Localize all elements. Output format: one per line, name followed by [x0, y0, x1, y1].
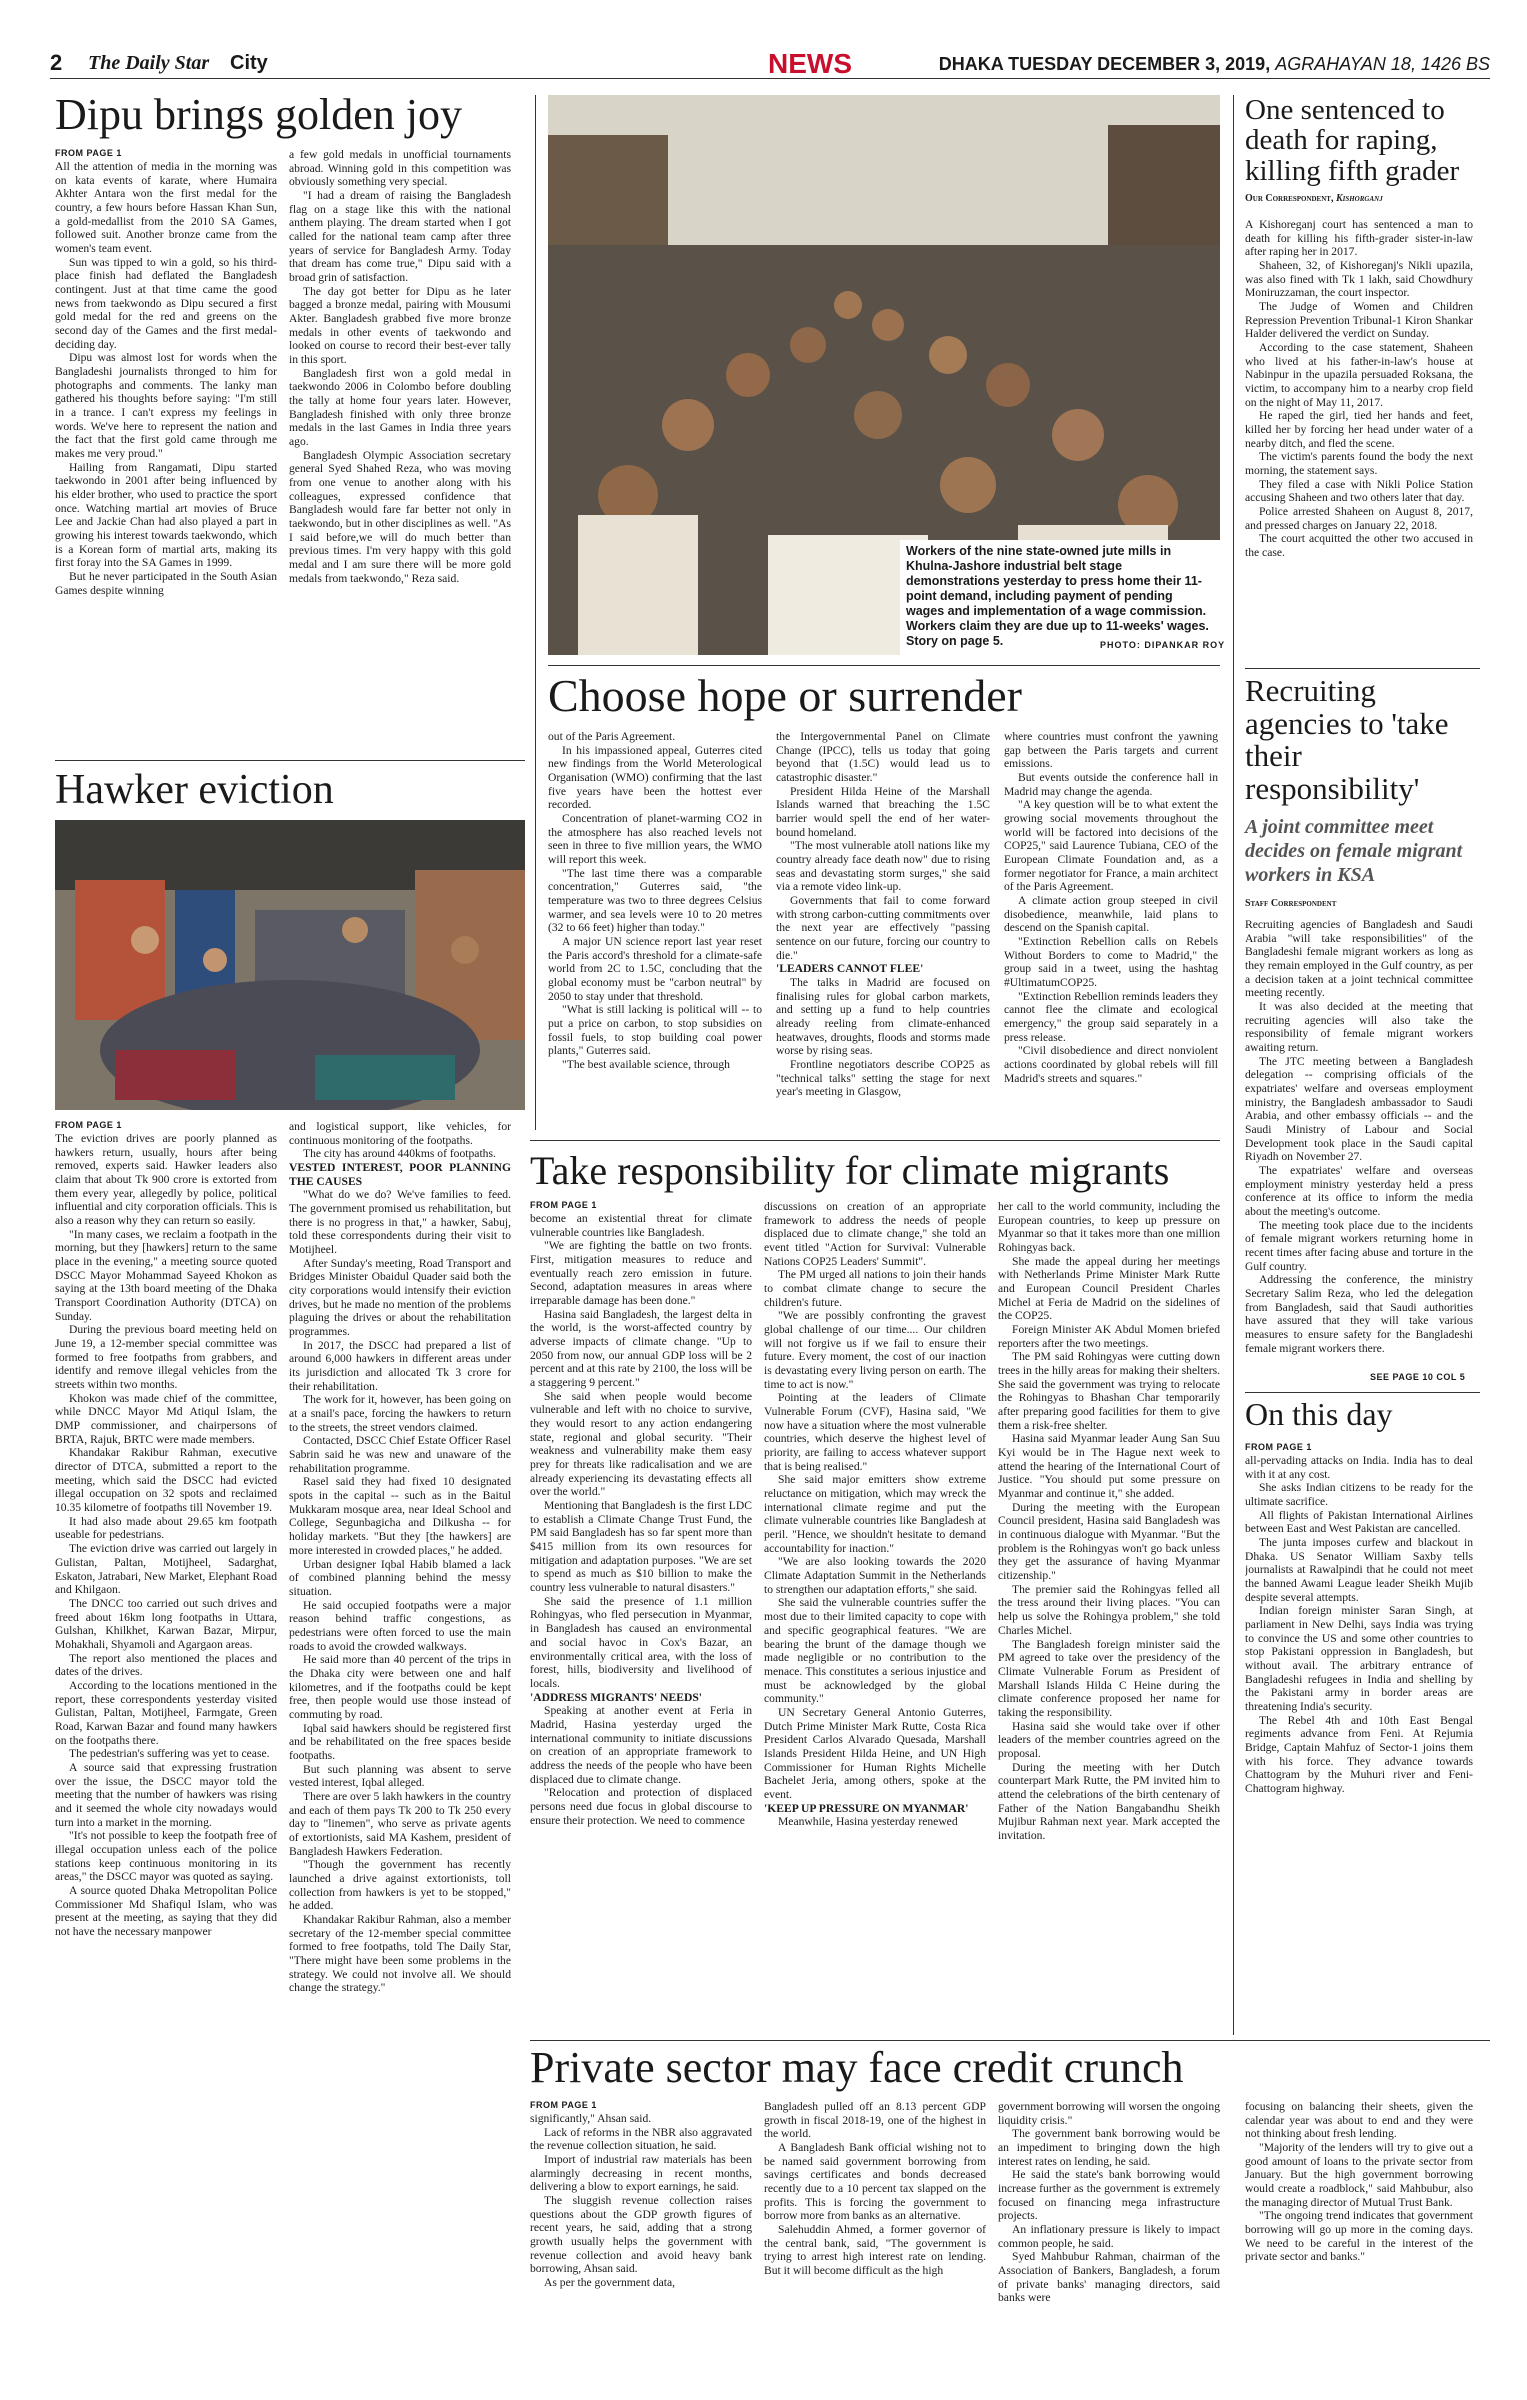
paragraph: He said more than 40 percent of the trips in the Dhaka city were between one and half kilometres, and if the footpaths could be kept free, then people would use those instead of commuting by road.: [289, 1653, 511, 1721]
paragraph: UN Secretary General Antonio Guterres, Dutch Prime Minister Mark Rutte, Costa Rica President Carlos Alvarado Quesada, Marshall Islands President Hilda Heine, and UN High Commissioner for Human Rights Michelle Bachelet Jeria, among others, spoke at the event.: [764, 1705, 986, 1801]
category-label: NEWS: [768, 48, 852, 79]
climate-kicker: FROM PAGE 1: [530, 1200, 597, 1210]
recruiting-deck: A joint committee meet decides on female migrant workers in KSA: [1245, 816, 1463, 886]
dipu-col2: [289, 148, 511, 753]
column-divider: [535, 95, 536, 1130]
paragraph: It was also decided at the meeting that recruiting agencies will also take the responsibility of female migrant workers awaiting return.: [1245, 1000, 1473, 1055]
paragraph: The eviction drives are poorly planned as hawkers return, usually, hours after being removed, experts said. Hawker leaders also claim that about Tk 900 crore is extorted from them every year, allegedly by police, political influential and city corporation officials. This is also a reason why they can return so easily.: [55, 1132, 277, 1228]
dipu-kicker: FROM PAGE 1: [55, 148, 122, 158]
sentenced-byline: Our Correspondent, Kishorganj: [1245, 193, 1383, 204]
paragraph: An inflationary pressure is likely to impact common people, he said.: [998, 2223, 1220, 2250]
paragraph: The premier said the Rohingyas felled all the tress around their living places. "You can help us solve the Rohingya problem," she told Charles Michel.: [998, 1582, 1220, 1637]
paragraph: There are over 5 lakh hawkers in the country and each of them pays Tk 200 to Tk 250 every day to "linemen", who serve as private agents of extortionists, said MA Kashem, president of Bangladesh Hawkers Federation.: [289, 1789, 511, 1858]
paragraph: "Civil disobedience and direct nonviolent actions coordinated by global rebels will fill Madrid's streets and squares.": [1004, 1044, 1218, 1085]
paragraph: "We are also looking towards the 2020 Climate Adaptation Summit in the Netherlands to strengthen our adaptation efforts," she said.: [764, 1555, 986, 1596]
credit-headline: Private sector may face credit crunch: [530, 2043, 1184, 2092]
paragraph: discussions on creation of an appropriate framework to address the needs of people displaced due to climate change," she told an event titled "Action for Survival: Vulnerable Nations COP25 Leaders' Summit".: [764, 1200, 986, 1268]
section-divider: [530, 2040, 1490, 2041]
paragraph: President Hilda Heine of the Marshall Islands warned that breaching the 1.5C barrier would spell the end of her water-bound homeland.: [776, 784, 990, 839]
paragraph: In 2017, the DSCC had prepared a list of around 6,000 hawkers in different areas under its jurisdiction and allocated Tk 3 crore for their rehabilitation.: [289, 1338, 511, 1393]
paragraph: After Sunday's meeting, Road Transport and Bridges Minister Obaidul Quader said both the city corporations would intensify their eviction drives, but he made no mention of the problems plaguing the drives or about the rehabilitation programmes.: [289, 1256, 511, 1339]
paragraph: "Though the government has recently launched a drive against extortionists, toll collection from hawkers is yet to be stopped," he added.: [289, 1858, 511, 1913]
paragraph: focusing on balancing their sheets, given the calendar year was about to end and they were not thinking about fresh lending.: [1245, 2100, 1473, 2141]
paragraph: The victim's parents found the body the next morning, the statement says.: [1245, 450, 1473, 478]
paragraph: In his impassioned appeal, Guterres cited new findings from the World Meterological Organisation (WMO) confirming that the last five years have been the hottest ever recorded.: [548, 743, 762, 812]
paragraph: "What is still lacking is political will -- to put a price on carbon, to stop subsidies on fossil fuels, to stop building coal power plants," Guterres said.: [548, 1003, 762, 1058]
sentenced-body: [1245, 218, 1473, 658]
paragraph: Urban designer Iqbal Habib blamed a lack of combined planning behind the messy situation.: [289, 1557, 511, 1598]
paragraph: Rasel said they had fixed 10 designated spots in the capital -- such as in the Baitul Mukkaram mosque area, near Ideal School and College, Segunbagicha and Dilkusha -- for holiday markets. "But they [the hawkers] are more interested in crowded places," he added.: [289, 1475, 511, 1557]
paragraph: all-pervading attacks on India. India has to deal with it at any cost.: [1245, 1454, 1473, 1481]
paragraph: Import of industrial raw materials has been alarmingly decreasing in recent months, delivering a blow to export earnings, he said.: [530, 2153, 752, 2194]
paragraph: Meanwhile, Hasina yesterday renewed: [778, 1815, 958, 1829]
paragraph: "The last time there was a comparable concentration," Guterres said, "the temperature was two to three degrees Celsius warmer, and sea levels were 10 to 20 metres (32 to 66 feet) higher than today.": [548, 866, 762, 935]
paragraph: Mentioning that Bangladesh is the first LDC to establish a Climate Change Trust Fund, the PM said Bangladesh has so far spent more than $415 million from its own resources for mitigation and adaptation purposes. "We are set to spend as much as $10 billion to make the country less vulnerable to natural disasters.": [530, 1499, 752, 1595]
paragraph: Governments that fail to come forward with strong carbon-cutting commitments over the next year are effectively "passing sentence on our future, forcing our country to die.": [776, 894, 990, 962]
paragraph: "Relocation and protection of displaced persons need due focus in global discourse to ensure their protection. We need to commence: [530, 1786, 752, 1827]
paragraph: The day got better for Dipu as he later bagged a bronze medal, pairing with Mousumi Akter. Bangladesh grabbed five more bronze medals in other events of taekwondo and looked on course to record their best-ever tally in this sport.: [289, 284, 511, 367]
climate-col1: [530, 1200, 752, 2035]
paragraph: Contacted, DSCC Chief Estate Officer Rasel Sabrin said he was new and unaware of the rehabilitation programme.: [289, 1434, 511, 1475]
credit-col1: [530, 2100, 752, 2390]
hope-col3: [1004, 730, 1218, 1125]
hawker-photo: [55, 820, 525, 1110]
paragraph: The report also mentioned the places and dates of the drives.: [55, 1651, 277, 1679]
paragraph: During the meeting with the European Council president, Hasina said Bangladesh was in continuous dialogue with Myanmar. "But the problem is the Rohingyas won't go back unless they get the assurance of having Myanmar citizenship.": [998, 1500, 1220, 1583]
paragraph: All the attention of media in the morning was on kata events of karate, where Humaira Akhter Antara won the first medal for the country, a few hours before Hassan Khan Sun, a gold-medallist from the 2010 SA Games, followed suit. Another bronze came from the women's team event.: [55, 160, 277, 256]
paragraph: significantly," Ahsan said.: [530, 2112, 652, 2125]
paragraph: Khandakar Rakibur Rahman, also a member secretary of the 12-member special committee formed to free footpaths, told The Daily Star, "There might have been some problems in the strategy. We could not involve all. We should change the strategy.": [289, 1912, 511, 1995]
credit-kicker: FROM PAGE 1: [530, 2100, 597, 2110]
paragraph: "Extinction Rebellion calls on Rebels Without Borders to come to Madrid," the group said in a tweet, using the hashtag #UltimatumCOP25.: [1004, 935, 1218, 990]
paragraph: 'LEADERS CANNOT FLEE': [776, 962, 924, 976]
paragraph: Salehuddin Ahmed, a former governor of the central bank, said, "The government is trying to arrest high interest rate on lending. But it will become difficult as the high: [764, 2223, 986, 2278]
paragraph: Concentration of planet-warming CO2 in the atmosphere has also reached levels not seen in three to five million years, the WMO will report this week.: [548, 812, 762, 867]
paragraph: The junta imposes curfew and blackout in Dhaka. US Senator William Saxby tells journalists at Rawalpindi that he could not meet the banned Awami League leader Sheikh Mujib despite several attempts.: [1245, 1536, 1473, 1604]
hope-headline: Choose hope or surrender: [548, 670, 1022, 721]
paragraph: government borrowing will worsen the ongoing liquidity crisis.": [998, 2100, 1220, 2127]
section-label: City: [230, 52, 268, 74]
paragraph: The Judge of Women and Children Repression Prevention Tribunal-1 Kiron Shankar Halder delivered the verdict on Sunday.: [1245, 300, 1473, 341]
paragraph: They filed a case with Nikli Police Station accusing Shaheen and two others later that day.: [1245, 477, 1473, 505]
column-divider: [1233, 95, 1234, 2035]
section-divider: [1245, 668, 1480, 669]
paragraph: But he never participated in the South Asian Games despite winning: [55, 570, 277, 597]
paragraph: "Majority of the lenders will try to give out a good amount of loans to the private sector from January. But the high government borrowing would create a roadblock," said Mahbubur, also the managing director of Mutual Trust Bank.: [1245, 2141, 1473, 2209]
section-divider: [530, 1140, 1220, 1141]
credit-col3: [998, 2100, 1220, 2390]
paragraph: Speaking at another event at Feria in Madrid, Hasina yesterday urged the international community to initiate discussions on creation of an appropriate framework to address the needs of the people who have been displaced due to climate change.: [530, 1704, 752, 1786]
paper-name: The Daily Star: [88, 52, 210, 74]
hawker-col2: [289, 1120, 511, 2360]
paragraph: But such planning was absent to serve vested interest, Iqbal alleged.: [289, 1762, 511, 1790]
paragraph: Frontline negotiators describe COP25 as "technical talks" setting the stage for next year's meeting in Glasgow,: [776, 1058, 990, 1099]
paragraph: Khandakar Rakibur Rahman, executive director of DTCA, submitted a report to the meeting, which said the DSCC had evicted illegal occupation on 32 spots and reclaimed 10.35 kilometre of footpaths till November 19.: [55, 1446, 277, 1515]
paragraph: the Intergovernmental Panel on Climate Change (IPCC), tells us today that going beyond that (1.5C) would lead us to catastrophic disaster.": [776, 730, 990, 785]
dateline: DHAKA TUESDAY DECEMBER 3, 2019, AGRAHAYAN 18, 1426 BS: [938, 54, 1490, 74]
paragraph: Bangladesh first won a gold medal in taekwondo 2006 in Colombo before doubling the tally at home four years later. However, Bangladesh finished with only three bronze medals in the last Games in India three years ago.: [289, 366, 511, 449]
paragraph: As per the government data,: [544, 2276, 676, 2290]
paragraph: A climate action group steeped in civil disobedience, meanwhile, laid plans to descend on the Spanish capital.: [1004, 894, 1218, 935]
paragraph: Addressing the conference, the ministry Secretary Salim Reza, who led the delegation from Bangladesh, said that Saudi authorities have assured that they will take various measures to ensure safety for the Bangladeshi female migrant workers there.: [1245, 1273, 1473, 1355]
paragraph: The city has around 440kms of footpaths.: [303, 1147, 496, 1161]
paragraph: out of the Paris Agreement.: [548, 730, 676, 743]
paragraph: The Rebel 4th and 10th East Bengal regiments advance from Feni. At Rejumia Bridge, Captain Mahfuz of Sector-1 joins them with his force. They advance towards Chattogram by the Muhuri river and Feni-Chattogram highway.: [1245, 1713, 1473, 1796]
hawker-col1: [55, 1120, 277, 2360]
section-divider: [548, 665, 1220, 666]
paragraph: "The best available science, through: [562, 1058, 730, 1072]
paragraph: "Extinction Rebellion reminds leaders they cannot flee the climate and ecological emergency," the group said separately in a press release.: [1004, 989, 1218, 1044]
paragraph: During the meeting with her Dutch counterpart Mark Rutte, the PM invited him to attend the celebrations of the birth centenary of Father of the Nation Bangabandhu Sheikh Mujibur Rahman next year. Mark accepted the invitation.: [998, 1760, 1220, 1842]
paragraph: Lack of reforms in the NBR also aggravated the revenue collection situation, he said.: [530, 2125, 752, 2153]
paragraph: Bangladesh pulled off an 8.13 percent GDP growth in fiscal 2018-19, one of the highest in the world.: [764, 2100, 986, 2141]
paragraph: He said the state's bank borrowing would increase further as the government is extremely focused on financing mega infrastructure projects.: [998, 2168, 1220, 2223]
paragraph: She said when people would become vulnerable and left with no choice to survive, they would resort to any action endangering state, regional and global security. "Their weakness and vulnerability make them easy prey for threats like radicalisation and we are already experiencing its devastating effects all over the world.": [530, 1389, 752, 1499]
paragraph: and logistical support, like vehicles, for continuous monitoring of the footpaths.: [289, 1120, 511, 1147]
paragraph: The sluggish revenue collection raises questions about the GDP growth figures of recent years, he said, adding that a strong growth usually helps the government with revenue collection and avoid heavy bank borrowing, Ahsan said.: [530, 2194, 752, 2276]
paragraph: Police arrested Shaheen on August 8, 2017, and pressed charges on January 22, 2018.: [1245, 505, 1473, 532]
paragraph: According to the locations mentioned in the report, these correspondents yesterday visited Gulistan, Paltan, Motijheel, Farmgate, Green Road, Karwan Bazar and found many hawkers on the footpaths there.: [55, 1678, 277, 1747]
recruiting-byline: Staff Correspondent: [1245, 898, 1337, 909]
paragraph: During the previous board meeting held on June 19, a 12-member special committee was formed to free footpaths from grabbers, and identify and remove illegal vehicles from the streets within two months.: [55, 1323, 277, 1392]
paragraph: She said the presence of 1.1 million Rohingyas, who fled persecution in Myanmar, in Bangladesh has caused an environmental and social havoc in Cox's Bazar, an environmentally critical area, with the loss of forest, hills, biodiversity and livelihood of locals.: [530, 1594, 752, 1690]
paragraph: Foreign Minister AK Abdul Momen briefed reporters after the two meetings.: [998, 1323, 1220, 1350]
paragraph: She said major emitters show extreme reluctance on mitigation, which may wreck the international climate regime and put the climate vulnerable countries like Bangladesh at peril. "Hence, we shouldn't hesitate to demand accountability for inaction.": [764, 1473, 986, 1555]
paragraph: The eviction drive was carried out largely in Gulistan, Paltan, Motijheel, Sadarghat, Eskaton, Jatrabari, New Market, Elephant Road and Khilgaon.: [55, 1542, 277, 1597]
paragraph: A Bangladesh Bank official wishing not to be named said government borrowing from savings certificates and bonds decreased recently due to a 10 percent tax slapped on the profits. This is forcing the government to borrow more from banks as an alternative.: [764, 2141, 986, 2223]
credit-col2: [764, 2100, 986, 2390]
paragraph: According to the case statement, Shaheen who lived at his father-in-law's house at Nabinpur in the upazila persuaded Roksana, the victim, to accompany him to a nearby crop field on the night of May 11, 2017.: [1245, 341, 1473, 409]
paragraph: 'KEEP UP PRESSURE ON MYANMAR': [764, 1801, 969, 1815]
paragraph: She made the appeal during her meetings with Netherlands Prime Minister Mark Rutte and European Council President Charles Michel at Feria de Madrid on the sidelines of the COP25.: [998, 1254, 1220, 1323]
paragraph: A source quoted Dhaka Metropolitan Police Commissioner Md Shafiqul Islam, who was present at the meeting, as saying that they did not have the necessary manpower: [55, 1883, 277, 1938]
hope-col2: [776, 730, 990, 1125]
credit-col4: [1245, 2100, 1473, 2390]
sentenced-headline: One sentenced to death for raping, killing fifth grader: [1245, 94, 1460, 187]
paragraph: Hasina said she would take over if other leaders of the member countries agreed on the proposal.: [998, 1719, 1220, 1760]
paragraph: The expatriates' welfare and overseas employment ministry yesterday held a press conference at its office to inform the media about the meeting's outcome.: [1245, 1164, 1473, 1219]
paragraph: The pedestrian's suffering was yet to cease.: [69, 1747, 270, 1761]
recruiting-body: [1245, 918, 1473, 1368]
paragraph: The work for it, however, has been going on at a snail's pace, forcing the hawkers to return to the streets, the street vendors claimed.: [289, 1393, 511, 1434]
paragraph: Khokon was made chief of the committee, while DNCC Mayor Md Atiqul Islam, the DMP commissioner, and chairpersons of BRTA, Rajuk, BRTC were made members.: [55, 1391, 277, 1446]
paragraph: He raped the girl, tied her hands and feet, killed her by forcing her head under water of a nearby ditch, and fled the scene.: [1245, 409, 1473, 450]
paragraph: The court acquitted the other two accused in the case.: [1245, 532, 1473, 560]
paragraph: "The ongoing trend indicates that government borrowing will go up more in the coming days. We need to be careful in the interest of the private sector and banks.": [1245, 2209, 1473, 2264]
paragraph: "In many cases, we reclaim a footpath in the morning, but they [hawkers] return to the same place in the evening," a meeting source quoted DSCC Mayor Mohammad Sayeed Khokon as saying at the 13th board meeting of the Dhaka Transport Coordination Authority (DTCA) on Sunday.: [55, 1227, 277, 1323]
paragraph: She said the vulnerable countries suffer the most due to their limited capacity to cope with and specific geographical features. "We are bearing the brunt of the damage though we made negligible or no contribution to the menace. This constitutes a serious injustice and must be acknowledged by the global community.": [764, 1596, 986, 1706]
paragraph: a few gold medals in unofficial tournaments abroad. Winning gold in this competition was obviously something very special.: [289, 148, 511, 189]
masthead: [50, 50, 1490, 79]
paragraph: Iqbal said hawkers should be registered first and be rehabilitated on the free spaces beside footpaths.: [289, 1721, 511, 1762]
paragraph: where countries must confront the yawning gap between the Paris targets and current emissions.: [1004, 730, 1218, 771]
paragraph: Shaheen, 32, of Kishoreganj's Nikli upazila, was also fined with Tk 1 lakh, said Chowdhury Moniruzzaman, the court inspector.: [1245, 259, 1473, 300]
climate-headline: Take responsibility for climate migrants: [530, 1148, 1170, 1193]
paragraph: It had also made about 29.65 km footpath useable for pedestrians.: [55, 1514, 277, 1542]
paragraph: become an existential threat for climate vulnerable countries like Bangladesh.: [530, 1212, 752, 1239]
paragraph: Bangladesh Olympic Association secretary general Syed Shahed Reza, who was moving from one venue to another along with his colleagues, expressed confidence that Bangladesh would fare far better not only in taekwondo, but in other disciplines as well. "As I said before,we will do much better than previous times. I'm very happy with this gold medal and I am sure there will be more gold medals from taekwondo," Reza said.: [289, 448, 511, 585]
paragraph: A source said that expressing frustration over the issue, the DSCC mayor told the meeting that the number of hawkers was rising and it seemed the whole city nowadays would turn into a market in the morning.: [55, 1760, 277, 1829]
paragraph: Dipu was almost lost for words when the Bangladeshi journalists thronged to him for photographs and comments. The lanky man gathered his thoughts before saying: "I'm still in a trance. I can't express my feelings in words. We've here to represent the nation and the fact that the first gold came through me makes me very proud.": [55, 351, 277, 461]
recruiting-headline: Recruiting agencies to 'take their responsibility': [1245, 673, 1449, 806]
paragraph: The PM urged all nations to join their hands to combat climate change to secure the children's future.: [764, 1268, 986, 1309]
paragraph: The talks in Madrid are focused on finalising rules for global carbon markets, and setting up a fund to help countries already reeling from climate-enhanced heatwaves, droughts, floods and storms made worse by rising seas.: [776, 976, 990, 1058]
onthisday-body: [1245, 1442, 1473, 2032]
paragraph: He said occupied footpaths were a major reason behind traffic congestions, as pedestrians were often forced to use the main roads to avoid the crowded walkways.: [289, 1598, 511, 1653]
onthisday-headline: On this day: [1245, 1396, 1393, 1432]
dipu-col1: [55, 148, 277, 753]
paragraph: The meeting took place due to the incidents of female migrant workers returning home in recent times after facing abuse and torture in the Gulf country.: [1245, 1218, 1473, 1273]
paragraph: VESTED INTEREST, POOR PLANNING THE CAUSES: [289, 1161, 511, 1188]
hope-col1: [548, 730, 762, 1125]
dipu-headline: Dipu brings golden joy: [55, 90, 462, 139]
paragraph: She asks Indian citizens to be ready for the ultimate sacrifice.: [1245, 1481, 1473, 1509]
hawker-headline: Hawker eviction: [55, 767, 334, 813]
climate-col3: [998, 1200, 1220, 2035]
paragraph: A major UN science report last year reset the Paris accord's threshold for a climate-safe world from 2C to 1.5C, concluding that the global economy must be "carbon neutral" by 2050 to stay under that threshold.: [548, 935, 762, 1003]
paragraph: The JTC meeting between a Bangladesh delegation -- comprising officials of the expatriates' welfare and overseas employment ministry, the Bangladesh ambassador to Saudi Arabia, and other embassy officials -- and the Saudi Ministry of Labour and Social Development took place in the Saudi capital Riyadh on November 27.: [1245, 1054, 1473, 1164]
paragraph: Hasina said Bangladesh, the largest delta in the world, is the worst-affected country by adverse impacts of climate change. "Up to 2050 from now, our annual GDP loss will be 2 percent and at this rate by 2100, the loss will be a staggering 9 percent.": [530, 1307, 752, 1390]
paragraph: A Kishoreganj court has sentenced a man to death for killing his fifth-grader sister-in-law after raping her in 2017.: [1245, 218, 1473, 259]
photo-caption-box: [900, 540, 1220, 655]
paragraph: The PM said Rohingyas were cutting down trees in the hilly areas for making their shelters. She said the government was trying to relocate the Rohingyas to Bhashan Char temporarily after preparing good facilities for them to give them a risk-free shelter.: [998, 1350, 1220, 1432]
paragraph: Hailing from Rangamati, Dipu started taekwondo in 2001 after being influenced by his elder brother, who used to practice the sport once. Watching martial art movies of Bruce Lee and Jackie Chan had also played a part in growing his interest towards taekwondo, which is a Korean form of martial arts, making its first foray into the SA Games in 1999.: [55, 460, 277, 570]
paragraph: 'ADDRESS MIGRANTS' NEEDS': [530, 1690, 703, 1704]
paragraph: "We are possibly confronting the gravest global challenge of our time.... Our children will not forgive us if we fail to ensure their future. Every moment, the cost of our inaction is devastating every living person on earth. The time to act is now.": [764, 1309, 986, 1391]
paragraph: "What do we do? We've families to feed. The government promised us rehabilitation, but there is no progress in that," a hawker, Sabuj, told these correspondents during their visit to Motijheel.: [289, 1188, 511, 1257]
paragraph: All flights of Pakistan International Airlines between East and West Pakistan are cancelled.: [1245, 1508, 1473, 1536]
section-divider: [55, 760, 525, 761]
recruiting-jump: SEE PAGE 10 COL 5: [1370, 1372, 1466, 1382]
paragraph: The Bangladesh foreign minister said the PM agreed to take over the presidency of the Climate Vulnerable Forum as President of Marshall Islands Hilda C Heine during the climate conference proposed her name for taking the responsibility.: [998, 1637, 1220, 1719]
paragraph: The government bank borrowing would be an impediment to bringing down the high interest rates on lending, he said.: [998, 2127, 1220, 2168]
paragraph: Pointing at the leaders of Climate Vulnerable Forum (CVF), Hasina said, "We now have a situation where the most vulnerable countries, which deserve the highest level of priority, are failing to access whatever support that is being realised.": [764, 1391, 986, 1473]
paragraph: "A key question will be to what extent the growing social movements throughout the world will be factored into decisions of the COP25," said Laurence Tubiana, CEO of the European Climate Foundation and, as a former negotiator for France, a main architect of the Paris Agreement.: [1004, 798, 1218, 894]
paragraph: Sun was tipped to win a gold, so his third-place finish had deflated the Bangladesh contingent. Just at that time came the good news from taekwondo as Dipu secured a first gold medal for the red and greens on the second day of the Games and the first medal-deciding day.: [55, 255, 277, 351]
paragraph: "We are fighting the battle on two fronts. First, mitigation measures to reduce and eventually reach zero emission in future. Second, adaptation measures in areas where irreparable damage has been done.": [530, 1239, 752, 1308]
page-number: 2: [50, 50, 63, 75]
section-divider: [1245, 1392, 1480, 1393]
climate-col2: [764, 1200, 986, 2035]
paragraph: The DNCC too carried out such drives and freed about 16km long footpaths in Uttara, Gulshan, Khilkhet, Karwan Bazar, Mirpur, Mohakhali, Shyamoli and Agargaon areas.: [55, 1596, 277, 1651]
paragraph: Indian foreign minister Saran Singh, at parliament in New Delhi, says India was trying to convince the US and some other countries to stop Pakistani oppression in Bangladesh, but without avail. The arbitrary entrance of Bangladeshi refugees in India and shelling by the Pakistani army in border areas are threatening India's security.: [1245, 1604, 1473, 1714]
paragraph: Recruiting agencies of Bangladesh and Saudi Arabia "will take responsibilities" of the Bangladeshi female migrant workers as long as they remain employed in the Gulf country, as per a decision taken at a joint technical committee meeting recently.: [1245, 918, 1473, 1000]
paragraph: her call to the world community, including the European countries, to keep up pressure on Myanmar so that it takes more than one million Rohingyas back.: [998, 1200, 1220, 1255]
paragraph: "It's not possible to keep the footpath free of illegal occupation unless each of the police stations keep continuous monitoring in its areas," the DSCC mayor was quoted as saying.: [55, 1829, 277, 1884]
hawker-kicker: FROM PAGE 1: [55, 1120, 122, 1130]
photo-caption: Workers of the nine state-owned jute mills in Khulna-Jashore industrial belt stage demonstrations yesterday to press home their 11-point demand, including payment of pending wages and implementation of a wage commission. Workers claim they are due up to 11-weeks' wages. Story on page 5.: [906, 544, 1209, 648]
paragraph: Hasina said Myanmar leader Aung San Suu Kyi would be in The Hague next week to attend the hearing of the International Court of Justice. "You should put some pressure on Myanmar and continue it," she added.: [998, 1432, 1220, 1501]
photo-credit: PHOTO: DIPANKAR ROY: [1100, 640, 1226, 650]
paragraph: Syed Mahbubur Rahman, chairman of the Association of Bankers, Bangladesh, a forum of private banks' managing directors, said banks were: [998, 2250, 1220, 2305]
onthisday-kicker: FROM PAGE 1: [1245, 1442, 1312, 1452]
paragraph: But events outside the conference hall in Madrid may change the agenda.: [1004, 771, 1218, 798]
paragraph: "The most vulnerable atoll nations like my country already face death now" due to rising seas and devastating storm surges," she said via a remote video link-up.: [776, 839, 990, 894]
paragraph: "I had a dream of raising the Bangladesh flag on a stage like this with the national anthem playing. The dream started when I got called for the national team camp after three years of service for Bangladesh Army. Today that dream has come true," Dipu said with a broad grin of satisfaction.: [289, 189, 511, 285]
